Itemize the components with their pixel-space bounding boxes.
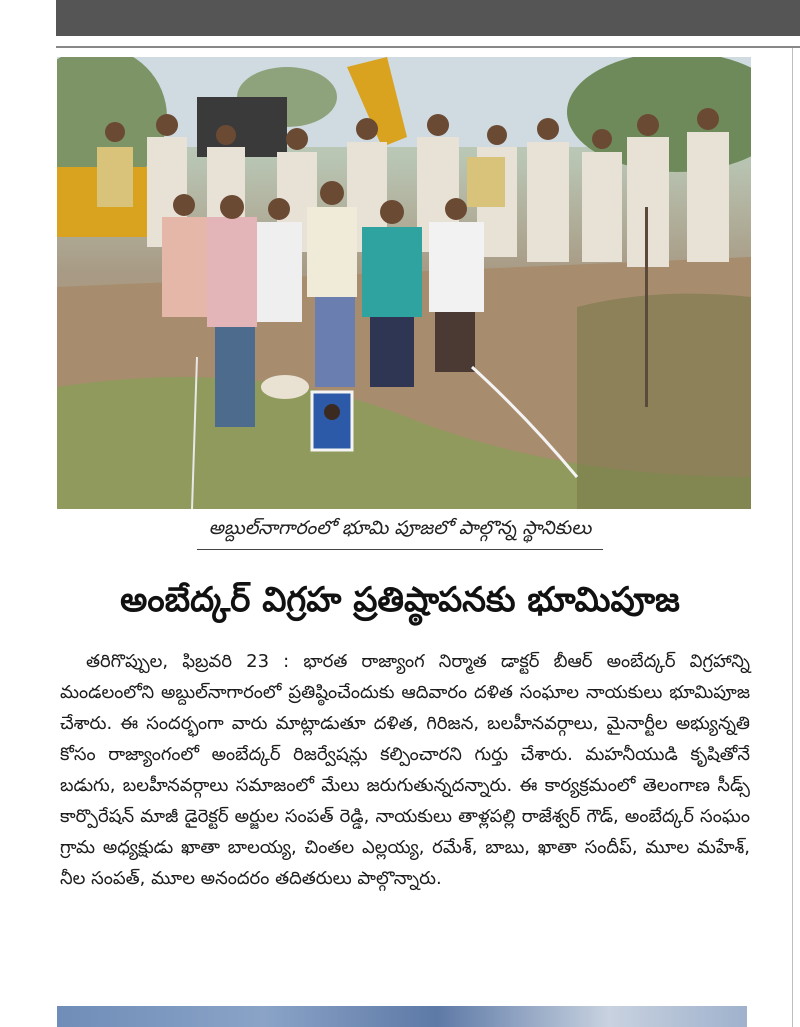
next-article-photo	[57, 1006, 747, 1027]
photo-caption: అబ్దుల్‌నాగారంలో భూమి పూజలో పాల్గొన్న స్థానికులు	[197, 517, 604, 550]
article-headline: అంబేద్కర్ విగ్రహ ప్రతిష్ఠాపనకు భూమిపూజ	[120, 580, 680, 620]
photo-caption-block	[0, 517, 800, 550]
news-photo	[57, 57, 751, 509]
page-header-bar	[56, 0, 800, 36]
article-body: తరిగొప్పుల, ఫిబ్రవరి 23 : భారత రాజ్యాంగ నిర్మాత డాక్టర్ బీఆర్ అంబేద్కర్ విగ్రహాన్ని మండలంలోని అబ్దుల్‌నాగారంలో ప్రతిష్ఠించేందుకు ఆదివారం దళిత సంఘాల నాయకులు భూమిపూజ చేశారు. ఈ సందర్భంగా వారు మాట్లాడుతూ దళిత, గిరిజన, బలహీనవర్గాలు, మైనార్టీల అభ్యున్నతి కోసం రాజ్యాంగంలో అంబేద్కర్ రిజర్వేషన్లు కల్పించారని గుర్తు చేశారు. మహనీయుడి కృషితోనే బడుగు, బలహీనవర్గాలు సమాజంలో మేలు జరుగుతున్నదన్నారు. ఈ కార్యక్రమంలో తెలంగాణ సీడ్స్ కార్పొరేషన్ మాజీ డైరెక్టర్ అర్జుల సంపత్ రెడ్డి, నాయకులు తాళ్లపల్లి రాజేశ్వర్ గౌడ్, అంబేద్కర్ సంఘం గ్రామ అధ్యక్షుడు ఖాతా బాలయ్య, చింతల ఎల్లయ్య, రమేశ్, బాబు, ఖాతా సందీప్, మూల మహేశ్, నీల సంపత్, మూల అనందరం తదితరులు పాల్గొన్నారు.	[60, 651, 750, 889]
header-divider	[56, 46, 800, 48]
